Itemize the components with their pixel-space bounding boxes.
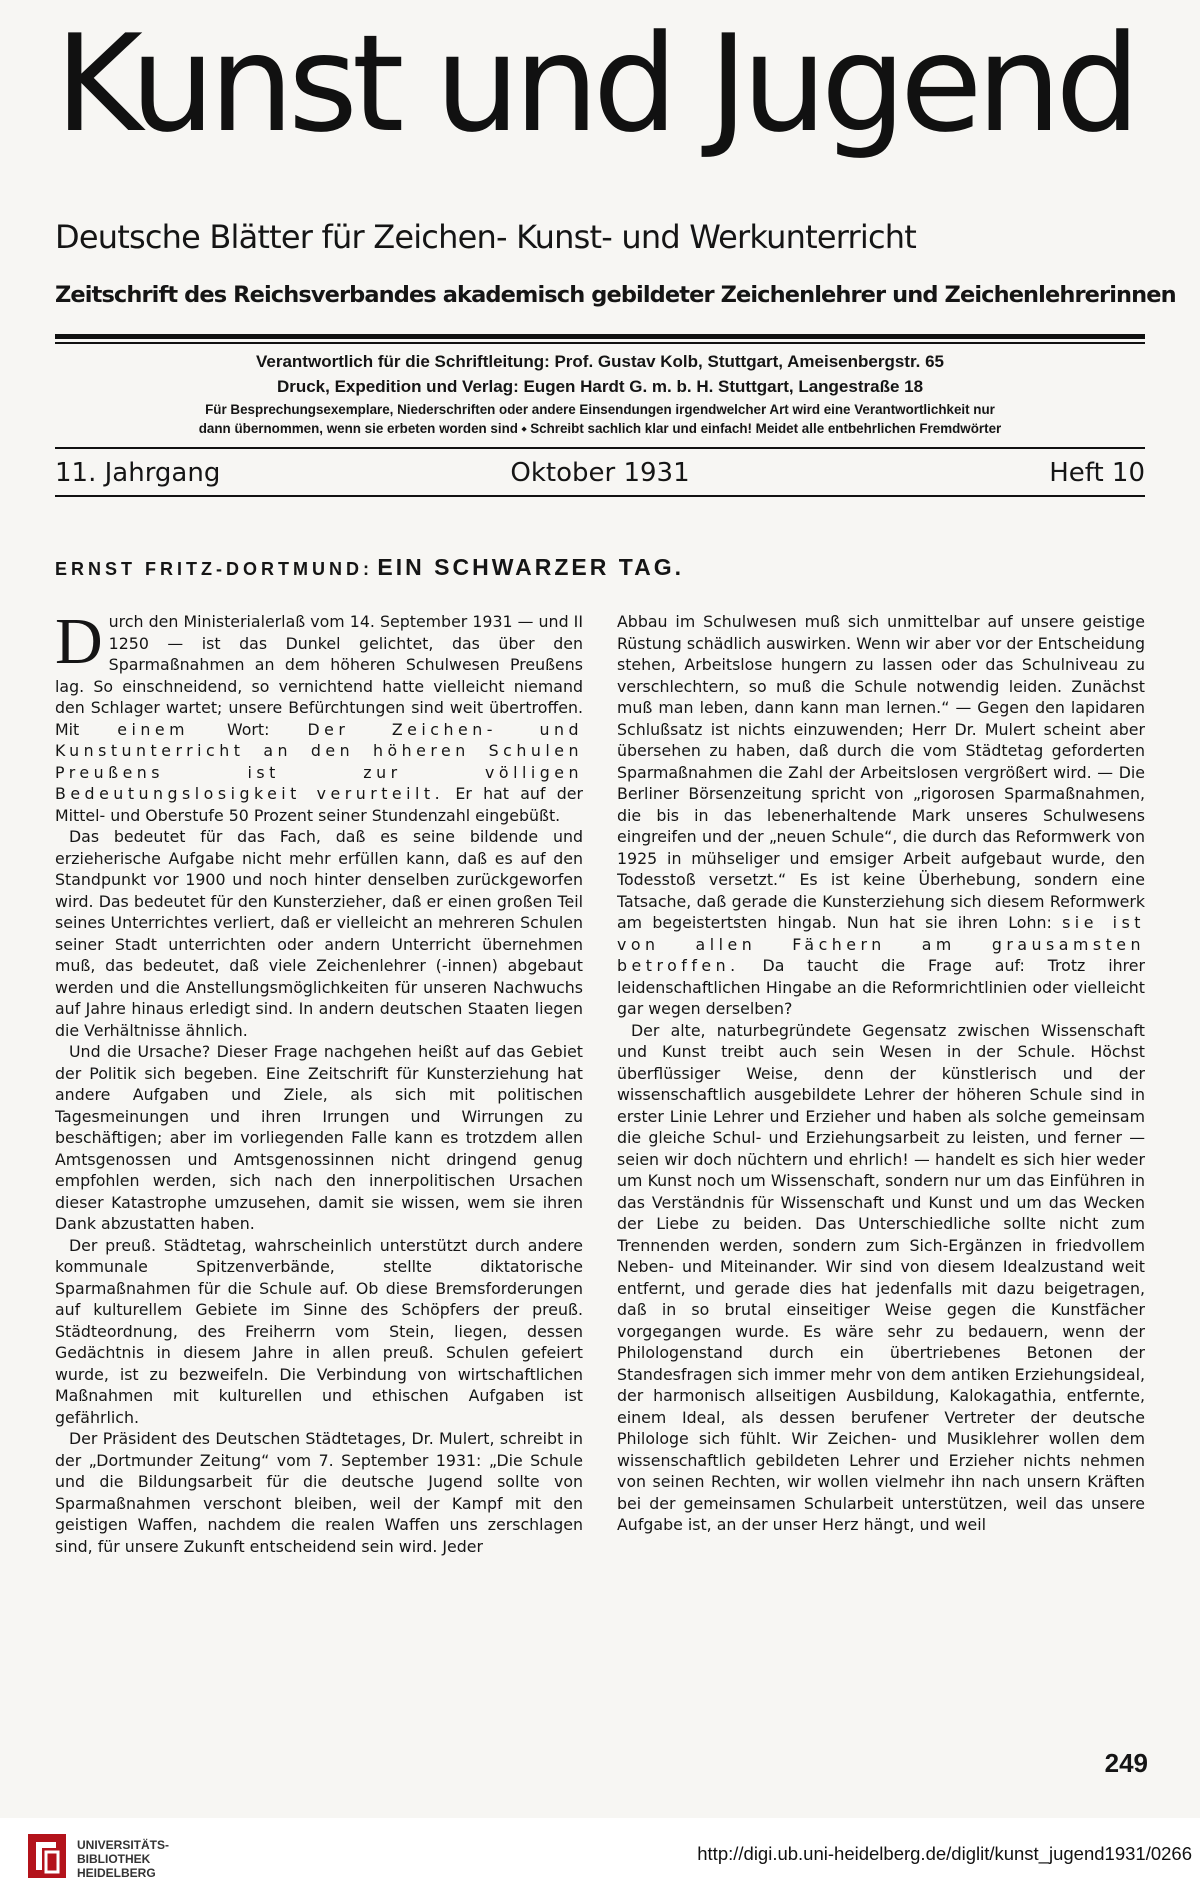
- article-author: ERNST FRITZ-DORTMUND:: [55, 559, 373, 579]
- spaced-text: Der Zeichen- und Kunstunterricht an den höheren Schulen Preußens ist zur völligen Bedeutungslosigkeit verurteilt.: [55, 719, 583, 803]
- paragraph: Das bedeutet für das Fach, daß es seine bildende und erzieherische Aufgabe nicht mehr erfüllen kann, daß es auf den Standpunkt vor 1900 und noch hinter denselben zurückgeworfen wird. Das bedeutet für den Kunsterzieher, daß er einen großen Teil seines Unterrichtes verliert, daß er vielleicht an mehreren Schulen seiner Stadt unterrichten oder andern Unterricht übernehmen muß, das bedeutet, daß viele Zeichenlehrer (-innen) abgebaut werden und die Anstellungsmöglichkeiten für unseren Nachwuchs auf Jahre hinaus erledigt sind. In andern deutschen Staaten liegen die Verhältnisse ähnlich.: [55, 827, 583, 1040]
- library-name-line: BIBLIOTHEK: [77, 1852, 151, 1866]
- article-header: [55, 554, 684, 581]
- spaced-text: sie ist von allen Fächern am grausamsten betroffen.: [617, 913, 1145, 975]
- paragraph: Und die Ursache? Dieser Frage nachgehen heißt auf das Gebiet der Politik sich begeben. Eine Zeitschrift für Kunsterziehung hat andere Aufgaben und Ziele, als sich mit politischen Tagesmeinungen und ihren Irrungen und Wirrungen zu beschäftigen; aber im vorliegenden Falle kann es trotzdem allen Amtsgenossen und Amtsgenossinnen nicht dringend genug empfohlen werden, sich nach den innerpolitischen Ursachen dieser Katastrophe umzusehen, damit sie wissen, wem sie ihren Dank abzustatten haben.: [55, 1042, 583, 1233]
- library-name-line: UNIVERSITÄTS-: [77, 1838, 170, 1852]
- paragraph: [55, 611, 583, 826]
- journal-subtitle: Deutsche Blätter für Zeichen- Kunst- und Werkunterricht: [55, 218, 917, 256]
- divider: [55, 495, 1145, 497]
- issue-date: Oktober 1931: [510, 458, 690, 488]
- text-run: urch den Ministerialerlaß vom 14. September 1931 — und II 1250 — ist das Dunkel gelichtet, das über den Sparmaßnahmen an dem höheren Schulwesen Preußens lag. So einschneidend, so vernichtend hatte vielleicht niemand den Schlager wartet; unsere Befürchtungen sind weit übertroffen. Mit: [55, 612, 583, 739]
- paragraph: Der Präsident des Deutschen Städtetages, Dr. Mulert, schreibt in der „Dortmunder Zeitung“ vom 7. September 1931: „Die Schule und die Bildungsarbeit für die deutsche Jugend sollte von Sparmaßnahmen verschont bleiben, weil der Kampf mit den geistigen Waffen, nachdem die realen Waffen uns zerschlagen sind, für unsere Zukunft entscheidend sein wird. Jeder: [55, 1429, 583, 1556]
- page-number: 249: [1104, 1748, 1148, 1778]
- text-run: Abbau im Schulwesen muß sich unmittelbar auf unsere geistige Rüstung schädlich auswirken. Wenn wir aber vor der Entscheidung stehen, Arbeitslose hungern zu lassen oder das Schulniveau zu verschlechtern, so muß die Schule notwendig leiden. Zunächst muß man leben, dann kann man lernen.“ — Gegen den lapidaren Schlußsatz ist nichts einzuwenden; Herr Dr. Mulert scheint aber übersehen zu haben, daß durch die vom Städtetag geforderten Sparmaßnahmen die Zahl der Arbeitslosen vergrößert wird. — Die Berliner Börsenzeitung spricht von „rigorosen Sparmaßnahmen, die bis in das lebenerhaltende Mark unseres Schulwesens eingreifen und der „neuen Schule“, die durch das Reformwerk von 1925 in mühseliger und emsiger Arbeit aufgebaut wurde, den Todesstoß versetzt.“ Es ist keine Überhebung, sondern eine Tatsache, daß gerade die Kunsterziehung sich diesem Reformwerk am begeistertsten hingab. Nun hat sie ihren Lohn:: [617, 612, 1145, 932]
- journal-title: Kunst und Jugend: [55, 6, 1135, 162]
- volume-label: 11. Jahrgang: [55, 458, 221, 488]
- paragraph: Der alte, naturbegründete Gegensatz zwischen Wissenschaft und Kunst treibt auch sein Wesen in der Schule. Höchst überflüssiger Weise, denn der künstlerisch und der wissenschaftlich ausgebildete Lehrer der höheren Schule sind in erster Linie Lehrer und Erzieher und haben als solche gemeinsam die gleiche Schul- und Erziehungsarbeit zu leisten, und ferner — seien wir doch nüchtern und ehrlich! — handelt es sich hier weder um Kunst noch um Wissenschaft, sondern nur um das Einführen in das Verständnis für Wissenschaft und Kunst und um das Wecken der Liebe zu beiden. Das Unterschiedliche sollte nicht zum Trennenden werden, sondern zum Sich-Ergänzen in friedvollem Neben- und Miteinander. Wir sind von diesem Idealzustand weit entfernt, und gerade dies hat jedenfalls mit dazu beigetragen, daß in so brutal einseitiger Weise gegen die Kunstfächer vorgegangen wurde. Es wäre sehr zu bedauern, wenn der Philologenstand durch ein übertriebenes Betonen der Standesfragen sich immer mehr von dem antiken Erziehungsideal, der harmonisch allseitigen Ausbildung, Kalokagathia, entfernte, einem Ideal, als dessen berufener Vertreter der deutsche Philologe sich fühlt. Wir Zeichen- und Musiklehrer wollen dem wissenschaftlich gebildeten Lehrer und Erzieher nichts nehmen von seinen Rechten, wir wollen vielmehr ihn nach unsern Kräften bei der gemeinsamen Schularbeit unterstützen, weil das unsere Aufgabe ist, an der unser Herz hängt, und weil: [617, 1020, 1145, 1534]
- text-run: Wort:: [188, 719, 308, 739]
- imprint-notice-2: dann übernommen, wenn sie erbeten worden sind ⬩ Schreibt sachlich klar und einfach! Meidet alle entbehrlichen Fremdwörter: [198, 421, 1002, 436]
- divider: [55, 447, 1145, 449]
- issue-number: Heft 10: [1049, 458, 1145, 488]
- spaced-text: einem: [117, 719, 189, 739]
- library-name-line: HEIDELBERG: [77, 1866, 156, 1880]
- divider: [55, 342, 1145, 344]
- library-logo-icon: [26, 1832, 68, 1880]
- imprint-notice: Für Besprechungsexemplare, Niederschriften oder andere Einsendungen irgendwelcher Art wird eine Verantwortlichkeit nur: [205, 402, 995, 417]
- imprint-editor: Verantwortlich für die Schriftleitung: Prof. Gustav Kolb, Stuttgart, Ameisenbergstr. 65: [256, 352, 944, 371]
- permalink-url[interactable]: http://digi.ub.uni-heidelberg.de/diglit/kunst_jugend1931/0266: [697, 1843, 1192, 1864]
- drop-cap: D: [55, 611, 103, 678]
- text-column-left: [55, 611, 583, 1706]
- imprint-publisher: Druck, Expedition und Verlag: Eugen Hardt G. m. b. H. Stuttgart, Langestraße 18: [276, 377, 924, 396]
- text-column-right: [617, 611, 1145, 1706]
- text-run: Er hat auf der Mittel- und Oberstufe 50 Prozent seiner Stundenzahl eingebüßt.: [55, 784, 583, 825]
- text-run: Da taucht die Frage auf: Trotz ihrer leidenschaftlichen Hingabe an die Reformrichtlinien oder vielleicht gar wegen derselben?: [617, 956, 1145, 1018]
- paragraph: Der preuß. Städtetag, wahrscheinlich unterstützt durch andere kommunale Spitzenverbände, stellte diktatorische Sparmaßnahmen für die Schule auf. Ob diese Bremsforderungen auf kulturellem Gebiete im Sinne des Schöpfers der preuß. Städteordnung, des Freiherrn vom Stein, liegen, dessen Gedächtnis in diesem Jahre in allen preuß. Schulen gefeiert wurde, ist zu bezweifeln. Die Verbindung von wirtschaftlichen Maßnahmen mit kulturellen und ethischen Aufgaben ist gefährlich.: [55, 1235, 583, 1427]
- paragraph: [617, 611, 1145, 1020]
- divider: [55, 334, 1145, 339]
- article-title: EIN SCHWARZER TAG.: [377, 554, 684, 580]
- journal-publisher-line: Zeitschrift des Reichsverbandes akademisch gebildeter Zeichenlehrer und Zeichenlehrerinnen: [55, 282, 1176, 308]
